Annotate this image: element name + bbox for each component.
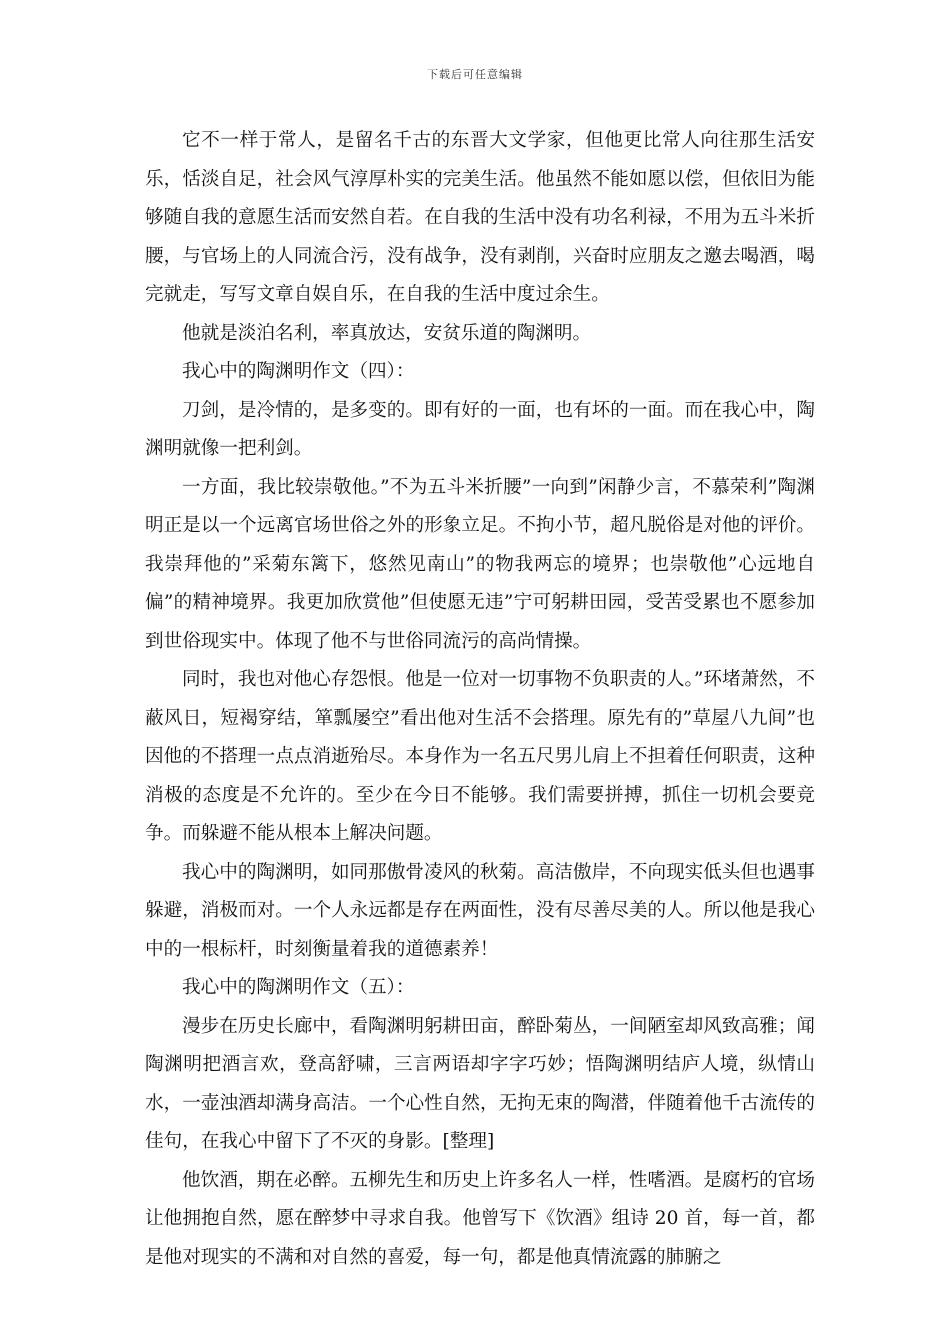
section-heading: 我心中的陶渊明作文（四）： bbox=[182, 361, 415, 382]
paragraph: 他饮酒，期在必醉。五柳先生和历史上许多名人一样，性嗜酒。是腐朽的官场让他拥抱自然，愿在醉梦中寻求自我。他曾写下《饮酒》组诗 20 首，每一首，都是他对现实的不满和对自然的喜爱，每一句，都是他真情流露的肺腑之 bbox=[145, 1169, 815, 1268]
paragraph: 他就是淡泊名利，率真放达，安贫乐道的陶渊明。 bbox=[182, 322, 592, 344]
section-heading: 我心中的陶渊明作文（五）： bbox=[182, 977, 415, 998]
paragraph: 漫步在历史长廊中，看陶渊明躬耕田亩，醉卧菊丛，一间陋室却风致高雅；闻陶渊明把酒言欢，登高舒啸，三言两语却字字巧妙；悟陶渊明结庐人境，纵情山水，一壶浊酒却满身高洁。一个心性自然，无拘无束的陶潜，伴随着他千古流传的佳句，在我心中留下了不灭的身影。[整理] bbox=[145, 1015, 815, 1152]
paragraph: 一方面，我比较崇敬他。”不为五斗米折腰”一向到”闲静少言，不慕荣利”陶渊明正是以一个远离官场世俗之外的形象立足。不拘小节，超凡脱俗是对他的评价。我崇拜他的”采菊东篱下，悠然见南山”的物我两忘的境界；也崇敬他”心远地自偏”的精神境界。我更加欣赏他”但使愿无违”宁可躬耕田园，受苦受累也不愿参加到世俗现实中。体现了他不与世俗同流污的高尚情操。 bbox=[145, 476, 815, 652]
paragraph: 同时，我也对他心存怨恨。他是一位对一切事物不负职责的人。”环堵萧然，不蔽风日，短褐穿结，箪瓢屡空”看出他对生活不会搭理。原先有的”草屋八九间”也因他的不搭理一点点消逝殆尽。本身作为一名五尺男儿肩上不担着任何职责，这种消极的态度是不允许的。至少在今日不能够。我们需要拼搏，抓住一切机会要竞争。而躲避不能从根本上解决问题。 bbox=[145, 669, 815, 844]
paragraph: 刀剑，是冷情的，是多变的。即有好的一面，也有坏的一面。而在我心中，陶渊明就像一把利剑。 bbox=[145, 399, 815, 459]
paragraph: 我心中的陶渊明，如同那傲骨凌风的秋菊。高洁傲岸，不向现实低头但也遇事躲避，消极而对。一个人永远都是存在两面性，没有尽善尽美的人。所以他是我心中的一根标杆，时刻衡量着我的道德素养！ bbox=[145, 861, 815, 960]
document-body bbox=[145, 122, 815, 1277]
paragraph: 它不一样于常人，是留名千古的东晋大文学家，但他更比常人向往那生活安乐，恬淡自足，社会风气淳厚朴实的完美生活。他虽然不能如愿以偿，但依旧为能够随自我的意愿生活而安然自若。在自我的生活中没有功名利禄，不用为五斗米折腰，与官场上的人同流合污，没有战争，没有剥削，兴奋时应朋友之邀去喝酒，喝完就走，写写文章自娱自乐，在自我的生活中度过余生。 bbox=[145, 130, 815, 305]
page-header: 下载后可任意编辑 bbox=[427, 68, 523, 81]
